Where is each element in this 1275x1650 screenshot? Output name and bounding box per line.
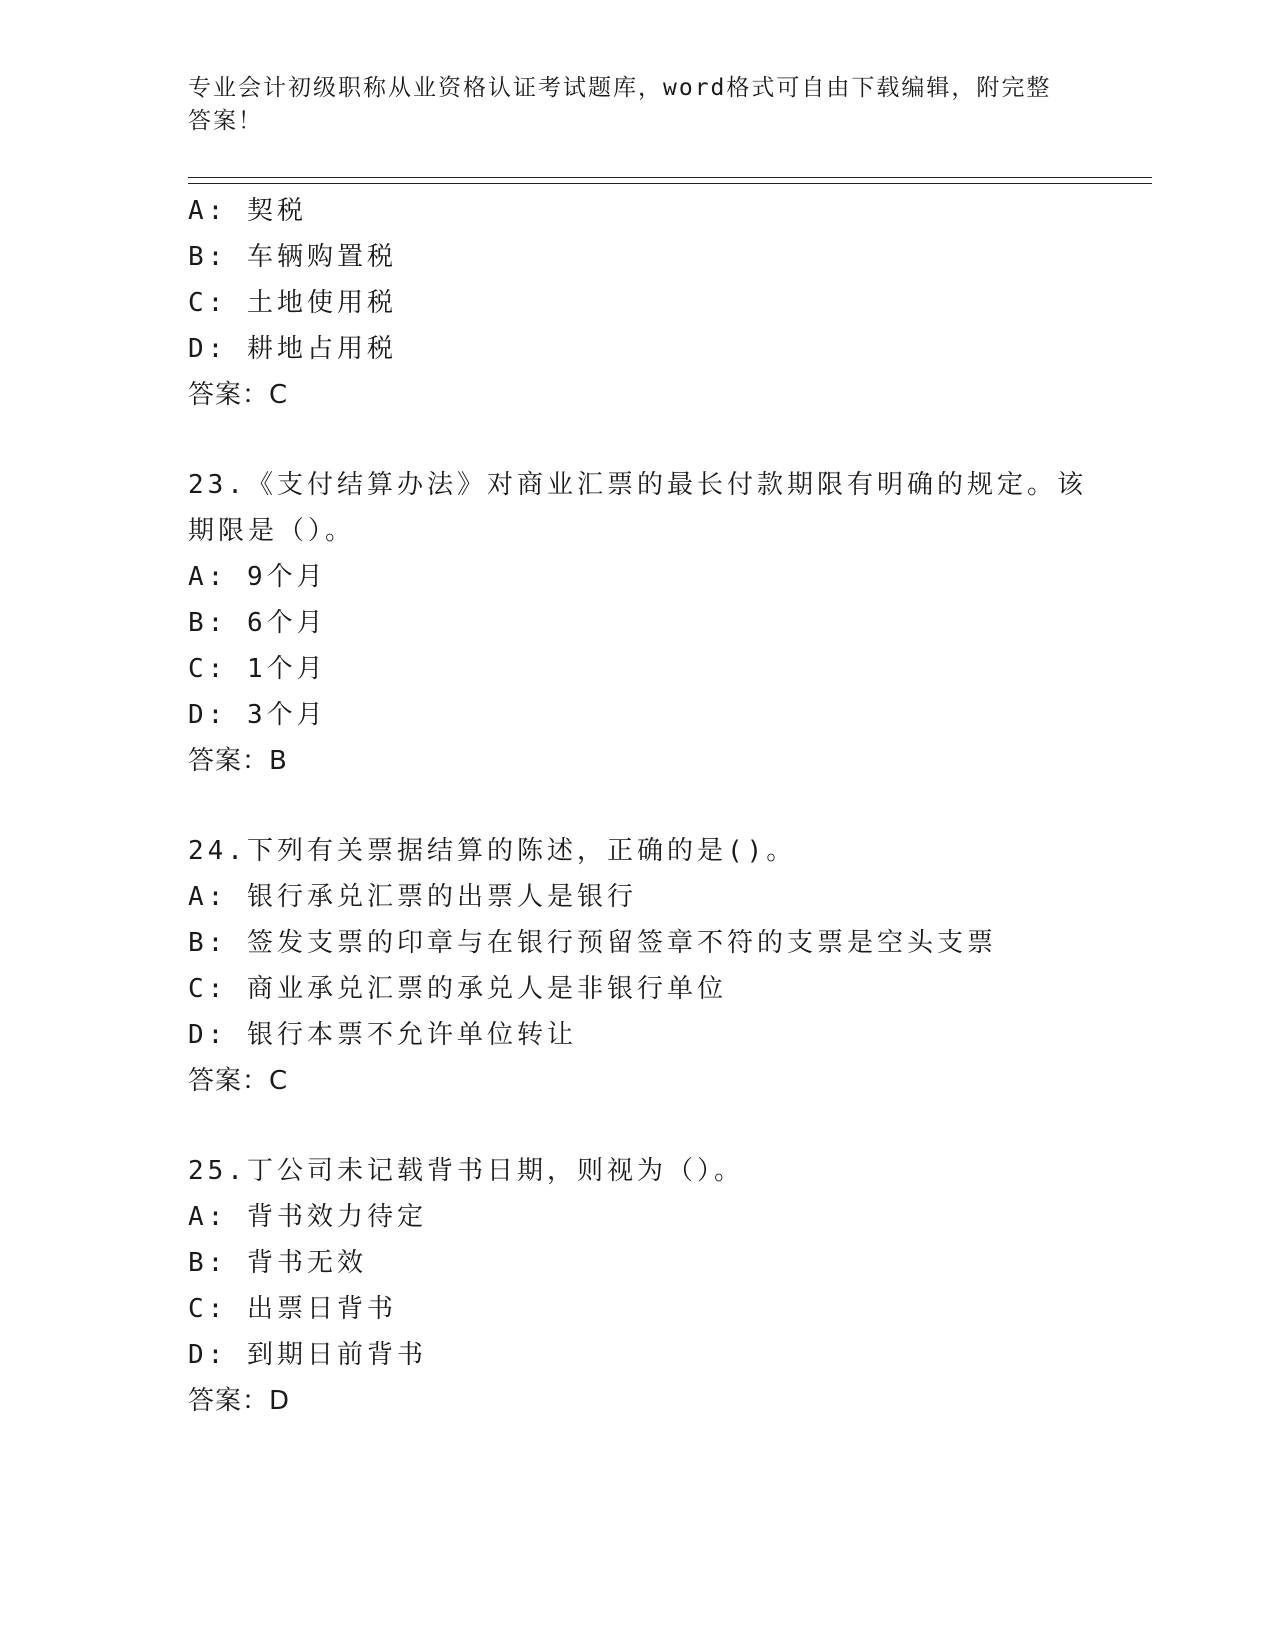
- question-list: [188, 188, 1148, 1424]
- page-header: [188, 72, 1068, 138]
- option-b: B: 背书无效: [188, 1248, 367, 1278]
- option-a: A: 契税: [188, 196, 307, 226]
- answer: 答案：C: [188, 380, 289, 410]
- question-25: [188, 1148, 1148, 1424]
- answer: 答案：D: [188, 1386, 291, 1416]
- option-c: C: 出票日背书: [188, 1294, 397, 1324]
- option-a: A: 银行承兑汇票的出票人是银行: [188, 882, 637, 912]
- option-c: C: 土地使用税: [188, 288, 397, 318]
- option-c: C: 商业承兑汇票的承兑人是非银行单位: [188, 974, 727, 1004]
- question-stem: 23.《支付结算办法》对商业汇票的最长付款期限有明确的规定。该期限是（）。: [188, 470, 1087, 546]
- option-b: B: 车辆购置税: [188, 242, 397, 272]
- header-divider-top: [188, 177, 1152, 178]
- option-b: B: 6个月: [188, 608, 327, 638]
- option-a: A: 背书效力待定: [188, 1202, 427, 1232]
- option-d: D: 耕地占用税: [188, 334, 397, 364]
- question-23: [188, 462, 1148, 784]
- option-d: D: 3个月: [188, 700, 327, 730]
- answer: 答案：B: [188, 746, 288, 776]
- question-22: [188, 188, 1148, 418]
- option-b: B: 签发支票的印章与在银行预留签章不符的支票是空头支票: [188, 928, 997, 958]
- header-divider-bottom: [188, 183, 1152, 184]
- option-d: D: 到期日前背书: [188, 1340, 427, 1370]
- question-24: [188, 828, 1148, 1104]
- answer: 答案：C: [188, 1066, 289, 1096]
- header-text: 专业会计初级职称从业资格认证考试题库，word格式可自由下载编辑，附完整答案！: [188, 75, 1052, 134]
- question-stem: 25.丁公司未记载背书日期，则视为（）。: [188, 1156, 744, 1186]
- option-d: D: 银行本票不允许单位转让: [188, 1020, 577, 1050]
- option-c: C: 1个月: [188, 654, 327, 684]
- question-stem: 24.下列有关票据结算的陈述，正确的是()。: [188, 836, 797, 866]
- option-a: A: 9个月: [188, 562, 327, 592]
